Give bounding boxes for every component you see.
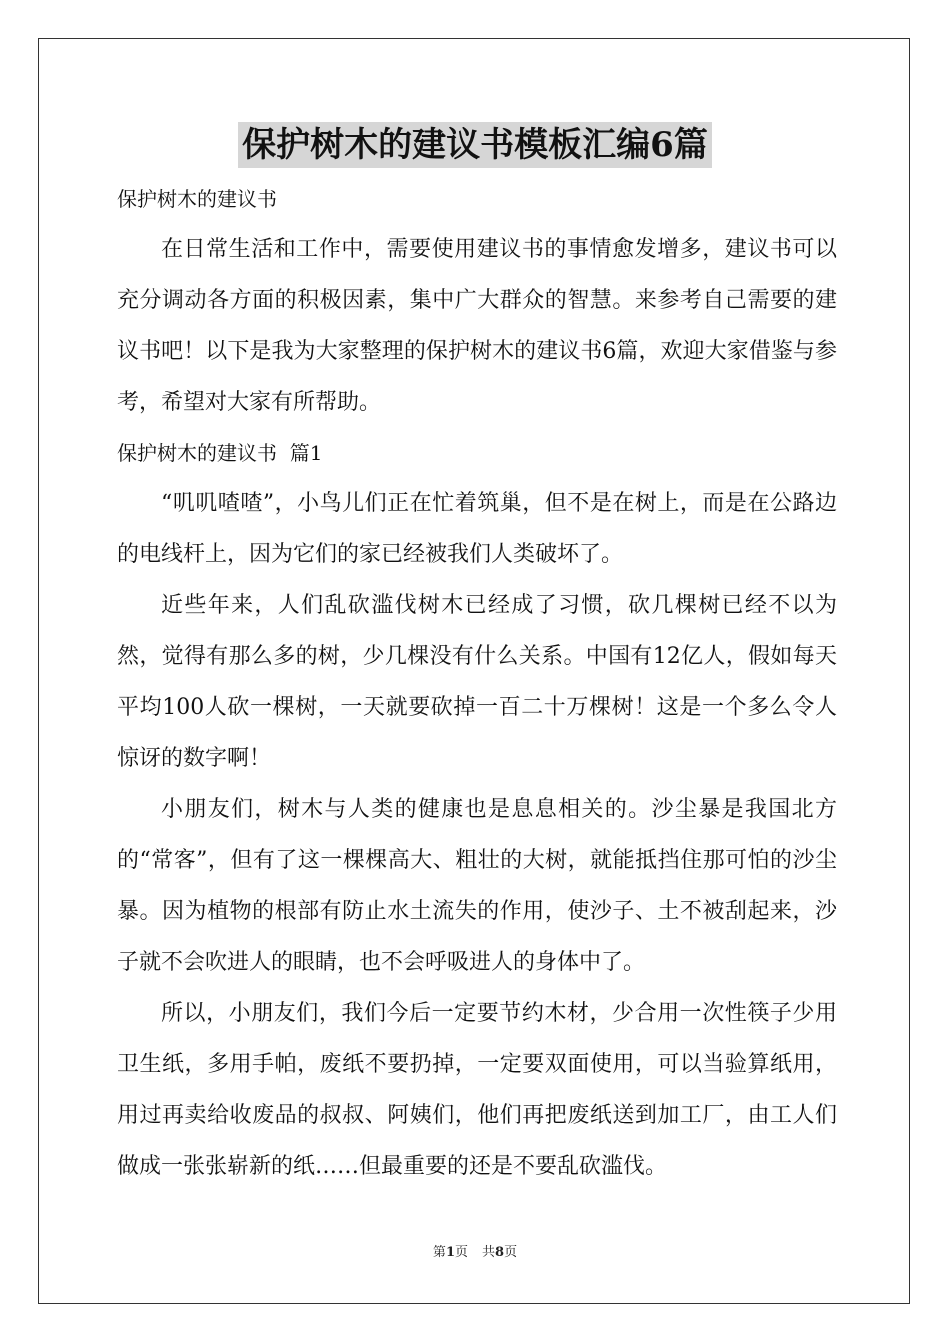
total-pages: 8	[495, 1245, 505, 1260]
total-suffix: 页	[504, 1245, 518, 1260]
body-paragraph: 所以，小朋友们，我们今后一定要节约木材，少合用一次性筷子少用卫生纸，多用手帕，废纸不要扔掉，一定要双面使用，可以当验算纸用，用过再卖给收废品的叔叔、阿姨们，他们再把废纸送到加工厂，由工人们做成一张张崭新的纸……但最重要的还是不要乱砍滥伐。	[117, 1001, 837, 1179]
document-title: 保护树木的建议书模板汇编6篇	[238, 122, 712, 168]
document-body	[117, 174, 837, 1192]
section-heading: 保护树木的建议书 篇1	[117, 441, 323, 465]
page-suffix: 页	[454, 1245, 468, 1260]
total-prefix: 共	[482, 1245, 496, 1260]
intro-heading: 保护树木的建议书	[117, 187, 277, 211]
body-paragraph: 小朋友们，树木与人类的健康也是息息相关的。沙尘暴是我国北方的“常客”，但有了这一棵棵高大、粗壮的大树，就能抵挡住那可怕的沙尘暴。因为植物的根部有防止水土流失的作用，使沙子、土不被刮起来，沙子就不会吹进人的眼睛，也不会呼吸进人的身体中了。	[117, 797, 837, 975]
title-container	[0, 122, 950, 168]
intro-paragraph: 在日常生活和工作中，需要使用建议书的事情愈发增多，建议书可以充分调动各方面的积极因素，集中广大群众的智慧。来参考自己需要的建议书吧！以下是我为大家整理的保护树木的建议书6篇，欢迎大家借鉴与参考，希望对大家有所帮助。	[117, 237, 837, 415]
page-number: 1	[445, 1245, 455, 1260]
body-paragraph: “叽叽喳喳”，小鸟儿们正在忙着筑巢，但不是在树上，而是在公路边的电线杆上，因为它们的家已经被我们人类破坏了。	[117, 491, 837, 567]
page-prefix: 第	[432, 1245, 446, 1260]
page-footer	[0, 1244, 950, 1262]
body-paragraph: 近些年来，人们乱砍滥伐树木已经成了习惯，砍几棵树已经不以为然，觉得有那么多的树，少几棵没有什么关系。中国有12亿人，假如每天平均100人砍一棵树，一天就要砍掉一百二十万棵树！这是一个多么令人惊讶的数字啊！	[117, 593, 837, 771]
